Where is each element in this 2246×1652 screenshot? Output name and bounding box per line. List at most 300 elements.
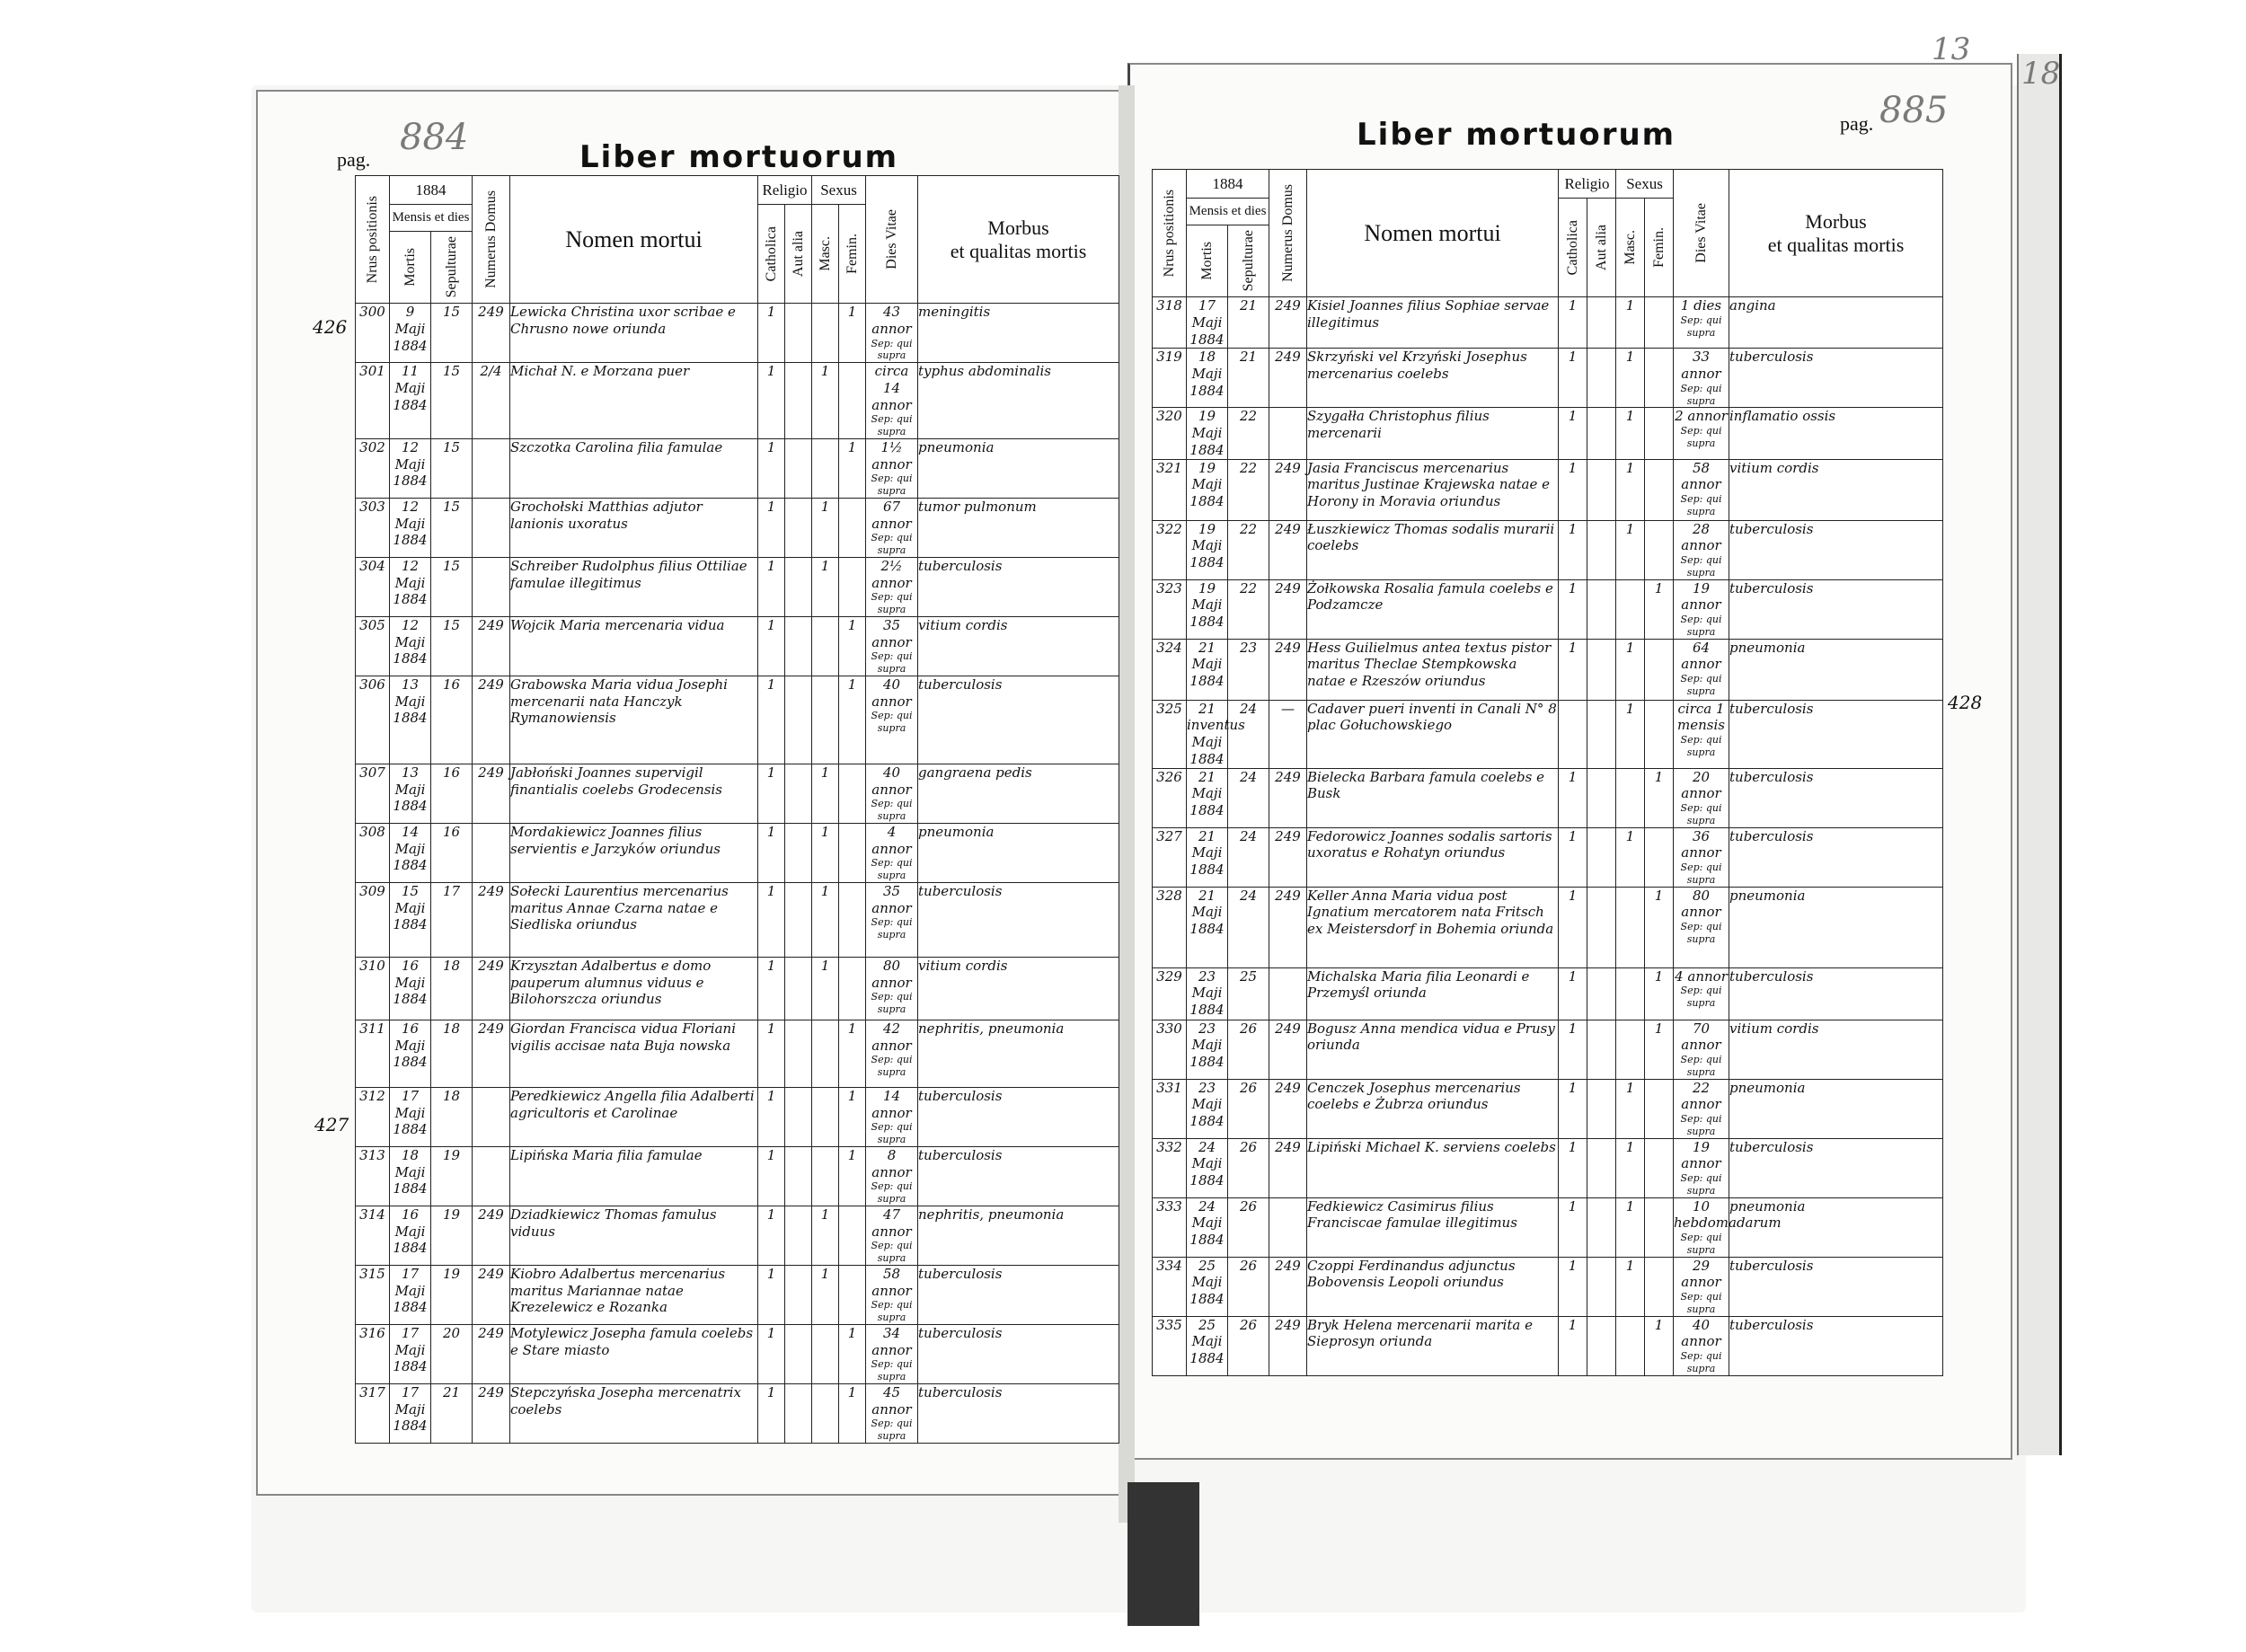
row-number: 306 xyxy=(356,676,390,764)
date-sepulturae: 18 xyxy=(431,957,473,1020)
dies-vitae: 29 annor Sep: qui supra xyxy=(1674,1257,1729,1316)
sexus-femin xyxy=(1645,297,1674,349)
house-number xyxy=(473,1087,510,1146)
house-number: 249 xyxy=(1269,887,1307,967)
date-sepulturae: 23 xyxy=(1228,639,1269,700)
date-mortis: 18 Maji 1884 xyxy=(390,1146,431,1206)
date-sepulturae: 24 xyxy=(1228,827,1269,887)
deceased-name: Mordakiewicz Joannes filius servientis e Jarzyków oriundus xyxy=(510,823,758,882)
sexus-masc: 1 xyxy=(812,957,839,1020)
col-dies-vitae: Dies Vitae xyxy=(1693,203,1709,263)
house-number: 249 xyxy=(1269,639,1307,700)
row-number: 304 xyxy=(356,557,390,616)
cause-of-death: angina xyxy=(1729,297,1943,349)
date-mortis: 9 Maji 1884 xyxy=(390,304,431,363)
page-edges xyxy=(2017,54,2062,1455)
sexus-femin xyxy=(1645,459,1674,520)
col-masc: Masc. xyxy=(1622,230,1638,265)
row-number: 321 xyxy=(1153,459,1187,520)
row-number: 309 xyxy=(356,882,390,957)
sepultus-note: Sep: qui supra xyxy=(871,1240,913,1264)
col-sexus: Sexus xyxy=(1616,170,1674,199)
col-nrus: Nrus positionis xyxy=(364,195,380,284)
row-number: 319 xyxy=(1153,349,1187,408)
religio-catholica: 1 xyxy=(758,616,785,676)
date-sepulturae: 16 xyxy=(431,823,473,882)
sexus-femin xyxy=(839,823,866,882)
sepultus-note: Sep: qui supra xyxy=(1680,1172,1722,1197)
dies-vitae: 10 hebdomadarum Sep: qui supra xyxy=(1674,1197,1782,1256)
row-number: 332 xyxy=(1153,1138,1187,1197)
sexus-masc: 1 xyxy=(812,498,839,557)
date-sepulturae: 26 xyxy=(1228,1316,1269,1375)
col-numerus: Numerus Domus xyxy=(482,190,499,288)
col-sepulturae: Sepulturae xyxy=(1240,230,1256,292)
dies-vitae: 40 annor Sep: qui supra xyxy=(866,676,918,764)
religio-catholica: 1 xyxy=(758,438,785,498)
house-number: 249 xyxy=(1269,1138,1307,1197)
religio-alia xyxy=(785,676,812,764)
deceased-name: Cenczek Josephus mercenarius coelebs e Żubrza oriundus xyxy=(1307,1079,1559,1138)
house-number: 2/4 xyxy=(473,363,510,439)
register-table-right xyxy=(1152,169,1943,1376)
sepultus-note: Sep: qui supra xyxy=(871,1358,913,1383)
house-number: 249 xyxy=(1269,1020,1307,1079)
religio-catholica: 1 xyxy=(758,1206,785,1265)
sepultus-note: Sep: qui supra xyxy=(1680,614,1722,638)
religio-alia xyxy=(1587,520,1616,579)
sexus-femin xyxy=(839,882,866,957)
sexus-masc: 1 xyxy=(1616,1197,1645,1257)
register-row xyxy=(1153,967,1943,1020)
house-number: 249 xyxy=(473,957,510,1020)
register-table-left xyxy=(355,175,1119,1444)
sexus-masc: 1 xyxy=(1616,1079,1645,1138)
register-row xyxy=(1153,1197,1943,1257)
deceased-name: Lewicka Christina uxor scribae e Chrusno nowe oriunda xyxy=(510,304,758,363)
sepultus-note: Sep: qui supra xyxy=(871,650,913,675)
cause-of-death: tuberculosis xyxy=(918,1087,1119,1146)
sepultus-note: Sep: qui supra xyxy=(1680,1350,1722,1374)
sepultus-note: Sep: qui supra xyxy=(1680,673,1722,697)
sexus-masc xyxy=(812,1146,839,1206)
religio-catholica: 1 xyxy=(1559,1079,1587,1138)
religio-alia xyxy=(1587,700,1616,768)
date-mortis: 19 Maji 1884 xyxy=(1187,520,1228,579)
register-row xyxy=(1153,1257,1943,1316)
date-mortis: 17 Maji 1884 xyxy=(390,1383,431,1443)
col-mortis: Mortis xyxy=(1198,242,1215,280)
sexus-masc: 1 xyxy=(812,823,839,882)
deceased-name: Hess Guilielmus antea textus pistor maritus Theclae Stempkowska natae e Rzeszów oriundus xyxy=(1307,639,1559,700)
deceased-name: Skrzyński vel Krzyński Josephus mercenarius coelebs xyxy=(1307,349,1559,408)
religio-alia xyxy=(785,1087,812,1146)
deceased-name: Grochołski Matthias adjutor lanionis uxoratus xyxy=(510,498,758,557)
register-row xyxy=(356,957,1119,1020)
date-mortis: 24 Maji 1884 xyxy=(1187,1197,1228,1257)
register-row xyxy=(356,1087,1119,1146)
house-number xyxy=(1269,408,1307,459)
date-sepulturae: 24 xyxy=(1228,700,1269,768)
house-number: 249 xyxy=(1269,520,1307,579)
house-number xyxy=(473,823,510,882)
religio-catholica: 1 xyxy=(758,882,785,957)
row-number: 315 xyxy=(356,1265,390,1324)
dies-vitae: circa 14 annor Sep: qui supra xyxy=(866,363,918,439)
date-mortis: 21 Maji 1884 xyxy=(1187,827,1228,887)
dies-vitae: 28 annor Sep: qui supra xyxy=(1674,520,1729,579)
date-mortis: 12 Maji 1884 xyxy=(390,616,431,676)
row-number: 310 xyxy=(356,957,390,1020)
cause-of-death: tuberculosis xyxy=(918,1265,1119,1324)
sexus-femin: 1 xyxy=(839,1087,866,1146)
dies-vitae: 14 annor Sep: qui supra xyxy=(866,1087,918,1146)
register-row xyxy=(356,498,1119,557)
row-number: 302 xyxy=(356,438,390,498)
house-number: 249 xyxy=(473,616,510,676)
date-mortis: 24 Maji 1884 xyxy=(1187,1138,1228,1197)
sepultus-note: Sep: qui supra xyxy=(1680,314,1722,339)
spine-shadow xyxy=(1127,1482,1199,1626)
dies-vitae: 19 annor Sep: qui supra xyxy=(1674,1138,1729,1197)
sepultus-note: Sep: qui supra xyxy=(871,1121,913,1145)
date-sepulturae: 19 xyxy=(431,1265,473,1324)
row-number: 328 xyxy=(1153,887,1187,967)
religio-alia xyxy=(1587,349,1616,408)
date-sepulturae: 21 xyxy=(431,1383,473,1443)
house-number xyxy=(473,1146,510,1206)
dies-vitae: 67 annor Sep: qui supra xyxy=(866,498,918,557)
deceased-name: Keller Anna Maria vidua post Ignatium mercatorem nata Fritsch ex Meistersdorf in Bohemia oriunda xyxy=(1307,887,1559,967)
religio-catholica: 1 xyxy=(1559,639,1587,700)
religio-alia xyxy=(785,1020,812,1087)
religio-catholica: 1 xyxy=(1559,827,1587,887)
cause-of-death: vitium cordis xyxy=(918,957,1119,1020)
religio-catholica: 1 xyxy=(1559,1138,1587,1197)
date-sepulturae: 22 xyxy=(1228,459,1269,520)
date-sepulturae: 15 xyxy=(431,498,473,557)
dies-vitae: 70 annor Sep: qui supra xyxy=(1674,1020,1729,1079)
religio-alia xyxy=(1587,887,1616,967)
religio-alia xyxy=(1587,297,1616,349)
col-morbus: Morbus xyxy=(987,216,1049,239)
cause-of-death: pneumonia xyxy=(918,823,1119,882)
religio-catholica: 1 xyxy=(758,1383,785,1443)
date-sepulturae: 16 xyxy=(431,676,473,764)
sexus-masc xyxy=(812,1020,839,1087)
religio-alia xyxy=(1587,1079,1616,1138)
house-number xyxy=(473,498,510,557)
sexus-masc: 1 xyxy=(812,1265,839,1324)
col-year: 1884 xyxy=(1187,170,1269,199)
sexus-masc: 1 xyxy=(812,363,839,439)
date-sepulturae: 16 xyxy=(431,764,473,823)
religio-alia xyxy=(785,557,812,616)
register-row xyxy=(356,1383,1119,1443)
date-mortis: 13 Maji 1884 xyxy=(390,764,431,823)
sexus-masc xyxy=(812,616,839,676)
date-mortis: 19 Maji 1884 xyxy=(1187,459,1228,520)
religio-alia xyxy=(785,363,812,439)
sexus-femin: 1 xyxy=(839,1020,866,1087)
sexus-masc: 1 xyxy=(1616,1257,1645,1316)
sexus-masc xyxy=(1616,1020,1645,1079)
register-row xyxy=(1153,1316,1943,1375)
col-femin: Femin. xyxy=(1650,227,1667,268)
house-number: 249 xyxy=(473,1324,510,1383)
row-number: 311 xyxy=(356,1020,390,1087)
religio-alia xyxy=(785,304,812,363)
sepultus-note: Sep: qui supra xyxy=(1680,382,1722,407)
sexus-masc: 1 xyxy=(812,764,839,823)
register-row xyxy=(1153,520,1943,579)
deceased-name: Grabowska Maria vidua Josephi mercenarii nata Hanczyk Rymanowiensis xyxy=(510,676,758,764)
religio-catholica: 1 xyxy=(1559,1257,1587,1316)
sexus-femin xyxy=(839,957,866,1020)
religio-catholica: 1 xyxy=(758,1146,785,1206)
date-mortis: 21 inventus Maji 1884 xyxy=(1187,700,1245,767)
register-row xyxy=(356,1146,1119,1206)
date-sepulturae: 26 xyxy=(1228,1079,1269,1138)
cause-of-death: tuberculosis xyxy=(1729,1257,1943,1316)
date-mortis: 19 Maji 1884 xyxy=(1187,579,1228,639)
religio-catholica: 1 xyxy=(1559,579,1587,639)
religio-catholica: 1 xyxy=(758,764,785,823)
date-mortis: 12 Maji 1884 xyxy=(390,438,431,498)
religio-alia xyxy=(785,882,812,957)
date-mortis: 21 Maji 1884 xyxy=(1187,639,1228,700)
religio-catholica: 1 xyxy=(758,498,785,557)
date-sepulturae: 15 xyxy=(431,557,473,616)
cause-of-death: tuberculosis xyxy=(1729,700,1943,768)
dies-vitae: 40 annor Sep: qui supra xyxy=(866,764,918,823)
cause-of-death: tuberculosis xyxy=(1729,1316,1943,1375)
religio-alia xyxy=(1587,827,1616,887)
register-row xyxy=(356,438,1119,498)
register-row xyxy=(1153,1079,1943,1138)
col-mensis: Mensis et dies xyxy=(1187,199,1269,225)
col-religio: Religio xyxy=(1559,170,1616,199)
sexus-masc xyxy=(1616,1316,1645,1375)
deceased-name: Giordan Francisca vidua Floriani vigilis accisae nata Buja nowska xyxy=(510,1020,758,1087)
house-number: 249 xyxy=(1269,1079,1307,1138)
cause-of-death: nephritis, pneumonia xyxy=(918,1206,1119,1265)
dies-vitae: 42 annor Sep: qui supra xyxy=(866,1020,918,1087)
religio-alia xyxy=(785,1265,812,1324)
deceased-name: Michalska Maria filia Leonardi e Przemyśl oriunda xyxy=(1307,967,1559,1020)
religio-catholica: 1 xyxy=(758,1020,785,1087)
sexus-femin xyxy=(1645,827,1674,887)
register-row xyxy=(356,1206,1119,1265)
religio-alia xyxy=(1587,639,1616,700)
sexus-femin: 1 xyxy=(1645,887,1674,967)
religio-alia xyxy=(1587,967,1616,1020)
col-dies-vitae: Dies Vitae xyxy=(883,209,899,269)
cause-of-death: tuberculosis xyxy=(1729,967,1943,1020)
margin-number: 426 xyxy=(313,316,348,338)
sepultus-note: Sep: qui supra xyxy=(871,991,913,1015)
register-row xyxy=(356,1020,1119,1087)
sexus-masc xyxy=(1616,768,1645,827)
row-number: 325 xyxy=(1153,700,1187,768)
dies-vitae: circa 1 mensis Sep: qui supra xyxy=(1674,700,1729,768)
register-row xyxy=(1153,408,1943,459)
religio-catholica: 1 xyxy=(758,557,785,616)
religio-catholica: 1 xyxy=(758,957,785,1020)
cause-of-death: tuberculosis xyxy=(918,882,1119,957)
date-mortis: 12 Maji 1884 xyxy=(390,557,431,616)
row-number: 313 xyxy=(356,1146,390,1206)
religio-catholica xyxy=(1559,700,1587,768)
col-aut-alia: Aut alia xyxy=(790,230,806,278)
sepultus-note: Sep: qui supra xyxy=(1680,1113,1722,1137)
sexus-femin: 1 xyxy=(839,1383,866,1443)
dies-vitae: 80 annor Sep: qui supra xyxy=(866,957,918,1020)
sexus-masc xyxy=(812,304,839,363)
sepultus-note: Sep: qui supra xyxy=(871,1418,913,1442)
deceased-name: Fedkiewicz Casimirus filius Franciscae famulae illegitimus xyxy=(1307,1197,1559,1257)
date-sepulturae: 18 xyxy=(431,1087,473,1146)
dies-vitae: 2 annor Sep: qui supra xyxy=(1674,408,1729,459)
page-title-left: Liber mortuorum xyxy=(579,139,899,175)
house-number: 249 xyxy=(473,882,510,957)
cause-of-death: gangraena pedis xyxy=(918,764,1119,823)
row-number: 322 xyxy=(1153,520,1187,579)
dies-vitae: 64 annor Sep: qui supra xyxy=(1674,639,1729,700)
sepultus-note: Sep: qui supra xyxy=(871,798,913,822)
date-sepulturae: 15 xyxy=(431,363,473,439)
dies-vitae: 1 dies Sep: qui supra xyxy=(1674,297,1729,349)
house-number: 249 xyxy=(1269,1257,1307,1316)
religio-catholica: 1 xyxy=(1559,887,1587,967)
cause-of-death: typhus abdominalis xyxy=(918,363,1119,439)
religio-catholica: 1 xyxy=(758,676,785,764)
row-number: 335 xyxy=(1153,1316,1187,1375)
deceased-name: Stepczyńska Josepha mercenatrix coelebs xyxy=(510,1383,758,1443)
sexus-masc: 1 xyxy=(1616,520,1645,579)
cause-of-death: tuberculosis xyxy=(1729,827,1943,887)
house-number xyxy=(473,438,510,498)
sexus-masc: 1 xyxy=(1616,639,1645,700)
date-sepulturae: 18 xyxy=(431,1020,473,1087)
row-number: 312 xyxy=(356,1087,390,1146)
register-row xyxy=(356,882,1119,957)
dies-vitae: 19 annor Sep: qui supra xyxy=(1674,579,1729,639)
row-number: 316 xyxy=(356,1324,390,1383)
col-masc: Masc. xyxy=(817,236,833,271)
religio-catholica: 1 xyxy=(758,1087,785,1146)
cause-of-death: vitium cordis xyxy=(1729,1020,1943,1079)
date-sepulturae: 26 xyxy=(1228,1020,1269,1079)
sexus-masc xyxy=(1616,887,1645,967)
sexus-masc: 1 xyxy=(812,557,839,616)
date-sepulturae: 22 xyxy=(1228,520,1269,579)
sepultus-note: Sep: qui supra xyxy=(871,473,913,497)
row-number: 300 xyxy=(356,304,390,363)
deceased-name: Cadaver pueri inventi in Canali N° 8 plac Gołuchowskiego xyxy=(1307,700,1559,768)
deceased-name: Motylewicz Josepha famula coelebs e Stare miasto xyxy=(510,1324,758,1383)
row-number: 318 xyxy=(1153,297,1187,349)
sexus-masc xyxy=(812,1383,839,1443)
religio-catholica: 1 xyxy=(1559,1020,1587,1079)
date-mortis: 17 Maji 1884 xyxy=(390,1265,431,1324)
sexus-femin xyxy=(1645,1138,1674,1197)
religio-alia xyxy=(1587,768,1616,827)
deceased-name: Peredkiewicz Angella filia Adalberti agricultoris et Carolinae xyxy=(510,1087,758,1146)
sexus-femin xyxy=(1645,349,1674,408)
date-mortis: 25 Maji 1884 xyxy=(1187,1316,1228,1375)
register-row xyxy=(356,764,1119,823)
date-mortis: 17 Maji 1884 xyxy=(1187,297,1228,349)
cause-of-death: tuberculosis xyxy=(1729,579,1943,639)
religio-alia xyxy=(785,823,812,882)
date-mortis: 13 Maji 1884 xyxy=(390,676,431,764)
religio-catholica: 1 xyxy=(758,823,785,882)
sexus-femin xyxy=(839,764,866,823)
sepultus-note: Sep: qui supra xyxy=(1680,1054,1722,1078)
sepultus-note: Sep: qui supra xyxy=(1680,1291,1722,1315)
sexus-femin: 1 xyxy=(1645,967,1674,1020)
cause-of-death: tuberculosis xyxy=(1729,1138,1943,1197)
dies-vitae: 58 annor Sep: qui supra xyxy=(866,1265,918,1324)
deceased-name: Łuszkiewicz Thomas sodalis murarii coelebs xyxy=(1307,520,1559,579)
cause-of-death: pneumonia xyxy=(1729,1079,1943,1138)
date-sepulturae: 15 xyxy=(431,616,473,676)
sexus-masc: 1 xyxy=(812,882,839,957)
col-sexus: Sexus xyxy=(812,176,866,205)
cause-of-death: pneumonia xyxy=(1729,1197,1943,1257)
house-number: 249 xyxy=(473,676,510,764)
sexus-masc: 1 xyxy=(1616,297,1645,349)
row-number: 330 xyxy=(1153,1020,1187,1079)
dies-vitae: 45 annor Sep: qui supra xyxy=(866,1383,918,1443)
religio-alia xyxy=(785,1324,812,1383)
dies-vitae: 4 annor Sep: qui supra xyxy=(866,823,918,882)
deceased-name: Lipiński Michael K. serviens coelebs xyxy=(1307,1138,1559,1197)
page-title-right: Liber mortuorum xyxy=(1357,117,1676,153)
dies-vitae: 8 annor Sep: qui supra xyxy=(866,1146,918,1206)
register-row xyxy=(1153,297,1943,349)
deceased-name: Kisiel Joannes filius Sophiae servae illegitimus xyxy=(1307,297,1559,349)
date-mortis: 21 Maji 1884 xyxy=(1187,768,1228,827)
col-religio: Religio xyxy=(758,176,812,205)
register-row xyxy=(1153,1138,1943,1197)
religio-alia xyxy=(1587,579,1616,639)
date-sepulturae: 22 xyxy=(1228,408,1269,459)
house-number: 249 xyxy=(1269,459,1307,520)
cause-of-death: tuberculosis xyxy=(1729,768,1943,827)
register-row xyxy=(356,363,1119,439)
book-spine xyxy=(1119,85,1135,1523)
religio-alia xyxy=(1587,408,1616,459)
cause-of-death: inflamatio ossis xyxy=(1729,408,1943,459)
sexus-masc xyxy=(812,438,839,498)
religio-alia xyxy=(1587,459,1616,520)
date-mortis: 16 Maji 1884 xyxy=(390,1020,431,1087)
sexus-masc xyxy=(812,676,839,764)
sepultus-note: Sep: qui supra xyxy=(1680,861,1722,886)
sexus-femin xyxy=(1645,1079,1674,1138)
dies-vitae: 22 annor Sep: qui supra xyxy=(1674,1079,1729,1138)
row-number: 314 xyxy=(356,1206,390,1265)
religio-alia xyxy=(785,764,812,823)
register-row xyxy=(1153,639,1943,700)
sepultus-note: Sep: qui supra xyxy=(871,1299,913,1323)
house-number: 249 xyxy=(1269,827,1307,887)
sexus-masc xyxy=(1616,579,1645,639)
religio-catholica: 1 xyxy=(1559,459,1587,520)
sepultus-note: Sep: qui supra xyxy=(871,413,913,437)
